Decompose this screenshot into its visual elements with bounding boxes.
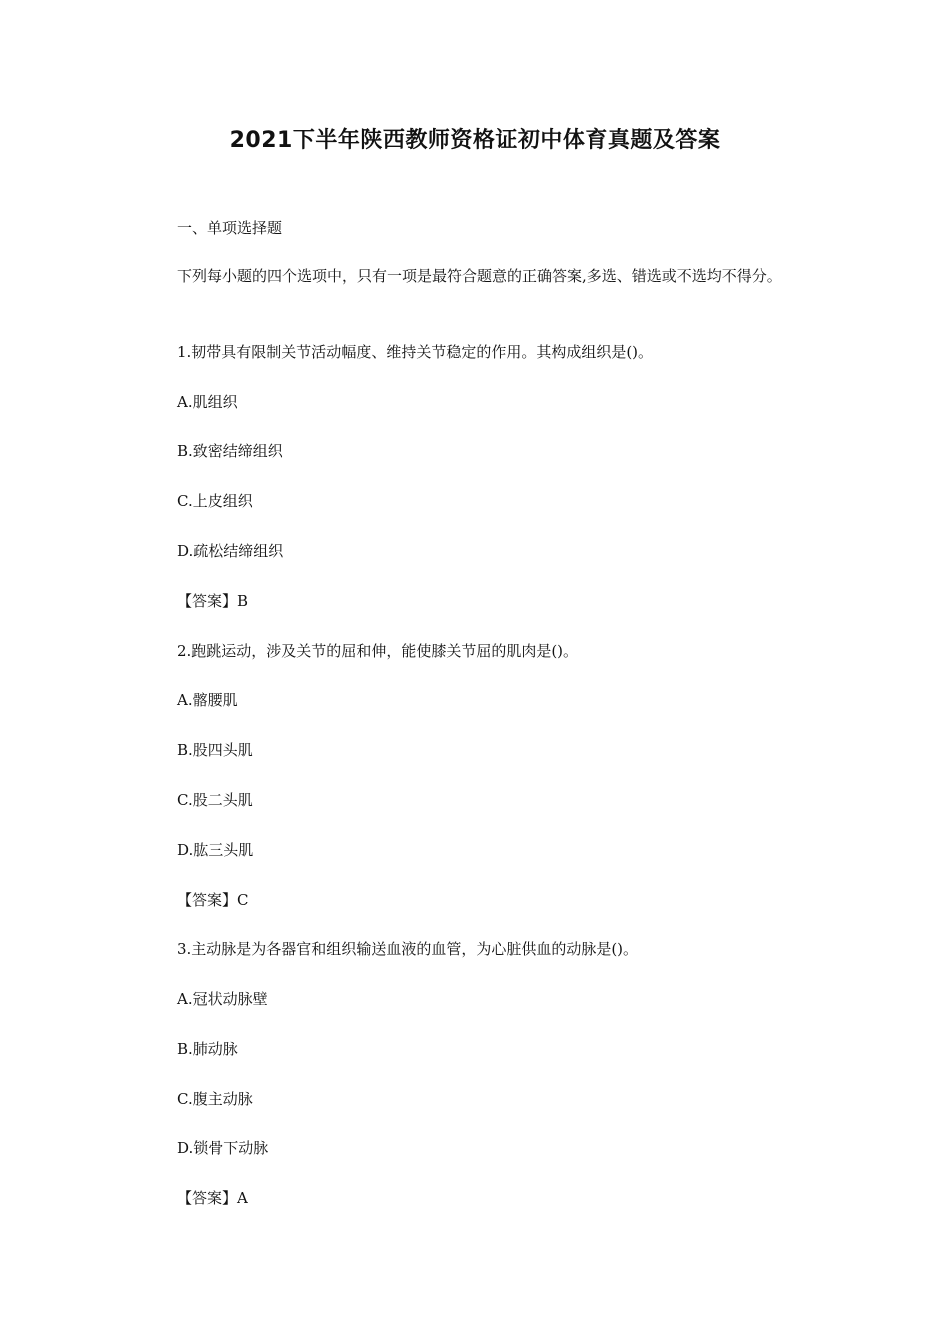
question-3-option-d: D.锁骨下动脉 — [177, 1139, 269, 1157]
question-3-option-c: C.腹主动脉 — [177, 1090, 253, 1108]
question-2-answer: 【答案】C — [177, 891, 249, 909]
question-2-stem: 2.跑跳运动，涉及关节的屈和伸，能使膝关节屈的肌肉是()。 — [177, 642, 579, 660]
question-1-option-c: C.上皮组织 — [177, 492, 253, 510]
document-title: 2021下半年陕西教师资格证初中体育真题及答案 — [229, 128, 721, 153]
question-1-answer: 【答案】B — [177, 592, 249, 610]
question-2-option-a: A.髂腰肌 — [177, 691, 238, 709]
question-3-option-a: A.冠状动脉壁 — [177, 990, 268, 1008]
question-1-option-a: A.肌组织 — [177, 393, 238, 411]
section-heading: 一、单项选择题 — [177, 219, 283, 237]
question-2-option-b: B.股四头肌 — [177, 741, 253, 759]
question-1-option-b: B.致密结缔组织 — [177, 442, 283, 460]
question-2-option-d: D.肱三头肌 — [177, 841, 254, 859]
question-1-stem: 1.韧带具有限制关节活动幅度、维持关节稳定的作用。其构成组织是()。 — [177, 343, 654, 361]
question-3-option-b: B.肺动脉 — [177, 1040, 238, 1058]
question-3-stem: 3.主动脉是为各器官和组织输送血液的血管，为心脏供血的动脉是()。 — [177, 940, 639, 958]
instructions: 下列每小题的四个选项中，只有一项是最符合题意的正确答案,多选、错选或不选均不得分。 — [177, 267, 782, 285]
question-2-option-c: C.股二头肌 — [177, 791, 253, 809]
question-1-option-d: D.疏松结缔组织 — [177, 542, 284, 560]
question-3-answer: 【答案】A — [177, 1189, 248, 1207]
